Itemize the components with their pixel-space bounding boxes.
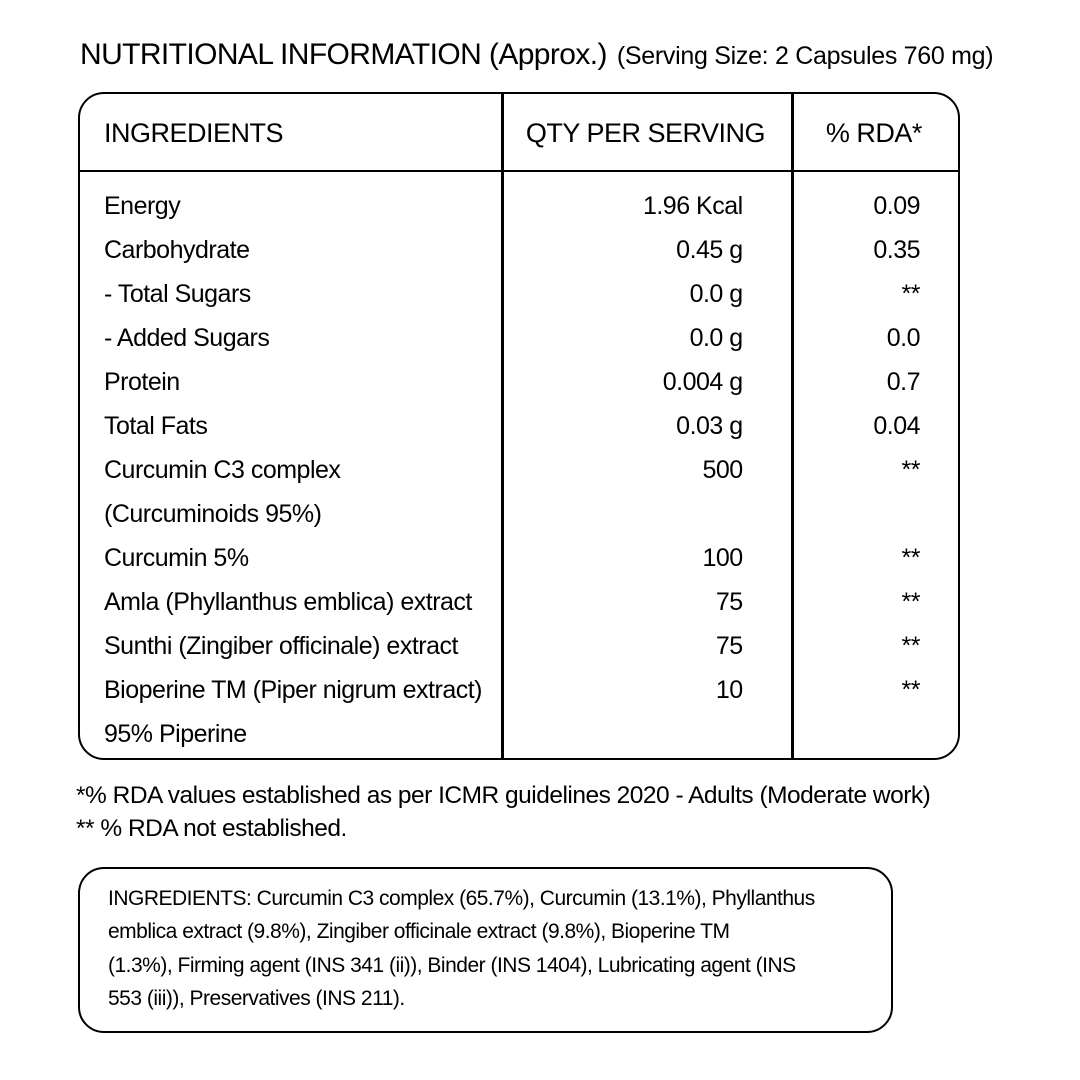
ingredient-rda: 0.04 bbox=[873, 411, 921, 440]
ingredient-rda: 0.09 bbox=[873, 191, 921, 220]
ingredient-qty: 500 bbox=[702, 455, 743, 484]
table-row-added-sugars bbox=[80, 316, 958, 360]
footnote-rda-established: *% RDA values established as per ICMR guidelines 2020 - Adults (Moderate work) bbox=[76, 782, 931, 809]
ingredient-rda: ** bbox=[901, 543, 921, 572]
page-title-row bbox=[80, 38, 993, 72]
table-row-piperine bbox=[80, 712, 958, 756]
table-row-total-sugars bbox=[80, 272, 958, 316]
ingredient-rda: 0.35 bbox=[873, 235, 921, 264]
ingredient-rda: ** bbox=[901, 675, 921, 704]
ingredient-qty: 0.0 g bbox=[689, 279, 743, 308]
table-row-carbohydrate bbox=[80, 228, 958, 272]
ingredients-text-line-3: (1.3%), Firming agent (INS 341 (ii)), Binder (INS 1404), Lubricating agent (INS bbox=[108, 953, 796, 977]
header-ingredients: INGREDIENTS bbox=[104, 117, 284, 148]
ingredient-qty: 75 bbox=[715, 631, 743, 660]
table-row-bioperine bbox=[80, 668, 958, 712]
ingredient-qty: 100 bbox=[702, 543, 743, 572]
ingredients-text-line-2: emblica extract (9.8%), Zingiber officinale extract (9.8%), Bioperine TM bbox=[108, 920, 730, 944]
ingredient-name: 95% Piperine bbox=[104, 719, 247, 748]
table-row-curcuminoids bbox=[80, 492, 958, 536]
ingredient-name: Total Fats bbox=[104, 411, 208, 440]
header-rda: % RDA* bbox=[825, 117, 922, 148]
ingredient-qty: 0.03 g bbox=[676, 411, 743, 440]
ingredient-rda: ** bbox=[901, 279, 921, 308]
ingredients-text-line-1: INGREDIENTS: Curcumin C3 complex (65.7%), Curcumin (13.1%), Phyllanthus bbox=[108, 887, 815, 910]
ingredients-box bbox=[78, 867, 893, 1033]
ingredient-rda: 0.7 bbox=[886, 367, 921, 396]
page-title: NUTRITIONAL INFORMATION (Approx.) bbox=[80, 38, 607, 71]
ingredient-qty: 0.0 g bbox=[689, 323, 743, 352]
ingredient-rda: ** bbox=[901, 587, 921, 616]
ingredient-name: Amla (Phyllanthus emblica) extract bbox=[104, 587, 472, 616]
footnotes bbox=[76, 780, 930, 845]
ingredient-rda: 0.0 bbox=[886, 323, 921, 352]
ingredient-name: Energy bbox=[104, 191, 181, 220]
ingredient-qty: 75 bbox=[715, 587, 743, 616]
ingredient-name: Sunthi (Zingiber officinale) extract bbox=[104, 631, 458, 660]
ingredient-rda: ** bbox=[901, 631, 921, 660]
ingredient-name: (Curcuminoids 95%) bbox=[104, 499, 322, 528]
table-row-protein bbox=[80, 360, 958, 404]
ingredient-qty: 10 bbox=[715, 675, 743, 704]
ingredients-text-line-4: 553 (iii)), Preservatives (INS 211). bbox=[108, 987, 405, 1011]
table-body bbox=[80, 184, 958, 756]
ingredient-name: Curcumin 5% bbox=[104, 543, 249, 572]
ingredient-qty: 0.45 g bbox=[676, 235, 743, 264]
table-row-curcumin-5 bbox=[80, 536, 958, 580]
table-row-curcumin-c3 bbox=[80, 448, 958, 492]
serving-size-text: (Serving Size: 2 Capsules 760 mg) bbox=[616, 42, 994, 70]
ingredient-name: - Added Sugars bbox=[104, 323, 270, 352]
ingredient-qty: 0.004 g bbox=[662, 367, 743, 396]
ingredient-qty: 1.96 Kcal bbox=[642, 191, 743, 220]
column-divider-2 bbox=[791, 94, 794, 758]
table-header-row bbox=[80, 94, 958, 172]
ingredient-rda: ** bbox=[901, 455, 921, 484]
header-qty-per-serving: QTY PER SERVING bbox=[525, 117, 765, 148]
nutrition-table bbox=[78, 92, 960, 760]
footnote-rda-not-established: ** % RDA not established. bbox=[76, 814, 347, 842]
table-row-sunthi bbox=[80, 624, 958, 668]
ingredient-name: - Total Sugars bbox=[104, 279, 251, 308]
header-divider-line bbox=[80, 170, 958, 173]
ingredient-name: Curcumin C3 complex bbox=[104, 455, 341, 484]
table-row-total-fats bbox=[80, 404, 958, 448]
ingredient-name: Bioperine TM (Piper nigrum extract) bbox=[104, 675, 483, 704]
ingredient-name: Carbohydrate bbox=[104, 235, 250, 264]
ingredient-name: Protein bbox=[104, 367, 180, 396]
table-row-energy bbox=[80, 184, 958, 228]
column-divider-1 bbox=[501, 94, 504, 758]
table-row-amla bbox=[80, 580, 958, 624]
